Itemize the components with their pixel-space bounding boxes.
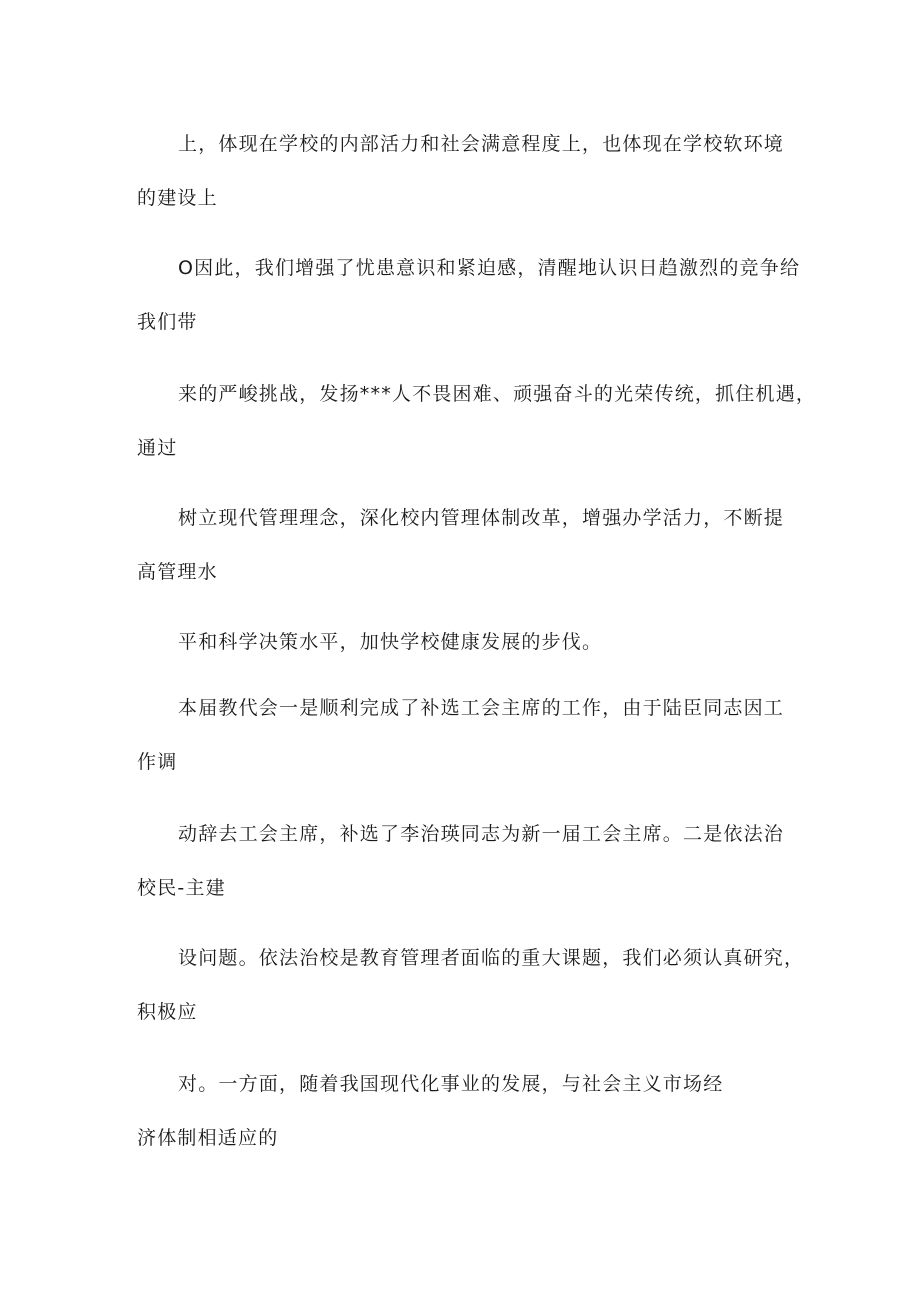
paragraph-continuation-line: 作调	[137, 751, 178, 773]
paragraph-first-line: 设问题。依法治校是教育管理者面临的重大课题，我们必须认真研究，	[178, 947, 805, 969]
paragraph-first-line: 动辞去工会主席，补选了李治瑛同志为新一届工会主席。二是依法治	[178, 823, 785, 845]
paragraph-continuation-line: 高管理水	[137, 561, 218, 583]
paragraph-continuation-line: 的建设上	[137, 187, 218, 209]
paragraph-continuation-line: 我们带	[137, 311, 198, 333]
paragraph-continuation-line: 校民-主建	[137, 877, 226, 899]
paragraph-first-line: 来的严峻挑战，发扬***人不畏困难、顽强奋斗的光荣传统，抓住机遇，	[178, 383, 817, 405]
paragraph-first-line: 对。一方面，随着我国现代化事业的发展，与社会主义市场经	[178, 1073, 724, 1095]
paragraph-first-line: 树立现代管理理念，深化校内管理体制改革，增强办学活力，不断提	[178, 507, 785, 529]
paragraph-first-line: 本届教代会一是顺利完成了补选工会主席的工作，由于陆臣同志因工	[178, 697, 785, 719]
paragraph-first-line: 上，体现在学校的内部活力和社会满意程度上，也体现在学校软环境	[178, 133, 785, 155]
paragraph-continuation-line: 通过	[137, 437, 178, 459]
paragraph-continuation-line: 积极应	[137, 1001, 198, 1023]
paragraph-continuation-line: 济体制相适应的	[137, 1127, 279, 1149]
paragraph-first-line: 平和科学决策水平，加快学校健康发展的步伐。	[178, 631, 603, 653]
paragraph-first-line: O因此，我们增强了忧患意识和紧迫感，清醒地认识日趋激烈的竞争给	[178, 257, 801, 279]
